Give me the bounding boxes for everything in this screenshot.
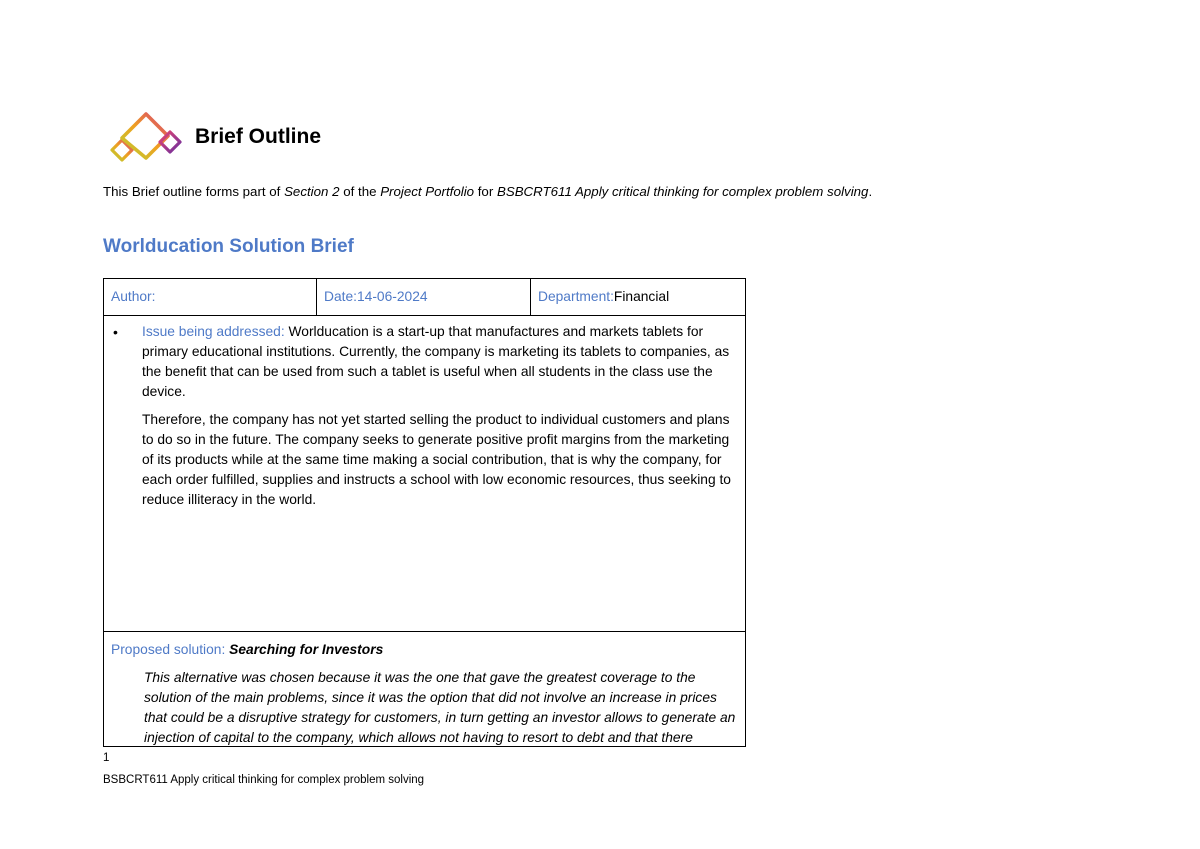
proposed-value: Searching for Investors [229,642,384,657]
date-value: 14-06-2024 [356,289,428,304]
footer-text: BSBCRT611 Apply critical thinking for complex problem solving [103,774,425,786]
page-number: 1 [103,752,110,764]
meta-row [104,279,745,316]
date-label: Date: [324,289,357,304]
intro-text: This Brief outline forms part of Section 2 of the Project Portfolio for BSBCRT611 Apply critical thinking for complex problem solving. [103,184,873,199]
issue-text-2: Therefore, the company has not yet started selling the product to individual customers and plans to do so in the future. The company seeks to generate positive profit margins from the marketing of its products while at the same time making a social contribution, that is why the company, for each order fulfilled, supplies and instructs a school with low economic resources, thus seeking to reduce illiteracy in the world. [142,412,731,507]
department-cell [531,279,745,315]
page-title: Brief Outline [195,125,322,148]
diamond-squares-logo [108,110,182,162]
issue-content [142,322,742,518]
issue-label: Issue being addressed: [142,324,285,339]
date-cell [317,279,531,315]
unit-ref: BSBCRT611 Apply critical thinking for complex problem solving [496,184,869,199]
issue-row [104,316,745,632]
proposed-label: Proposed solution: [111,642,226,657]
issue-text: Worlducation is a start-up that manufactures and markets tablets for primary educational institutions. Currently, the company is marketing its tablets to companies, as the benefit that can be used from such a tablet is useful when all students in the class use the device. [142,324,730,399]
proposed-heading [111,640,383,660]
department-label: Department: [538,289,614,304]
author-label: Author: [111,289,156,304]
author-cell [104,279,317,315]
portfolio-ref: Project Portfolio [380,184,475,199]
section-title: Worlducation Solution Brief [103,236,354,257]
brief-table [103,278,746,747]
department-value: Financial [613,289,670,304]
proposed-row [104,632,745,747]
proposed-text: This alternative was chosen because it was the one that gave the greatest coverage to the solution of the main problems, since it was the option that did not involve an increase in prices that could be a disruptive strategy for customers, in turn getting an investor allows to generate an injection of capital to the company, which allows not having to resort to debt and that there [144,670,736,745]
section-ref: Section 2 [284,184,340,199]
bullet-icon: • [113,324,118,340]
